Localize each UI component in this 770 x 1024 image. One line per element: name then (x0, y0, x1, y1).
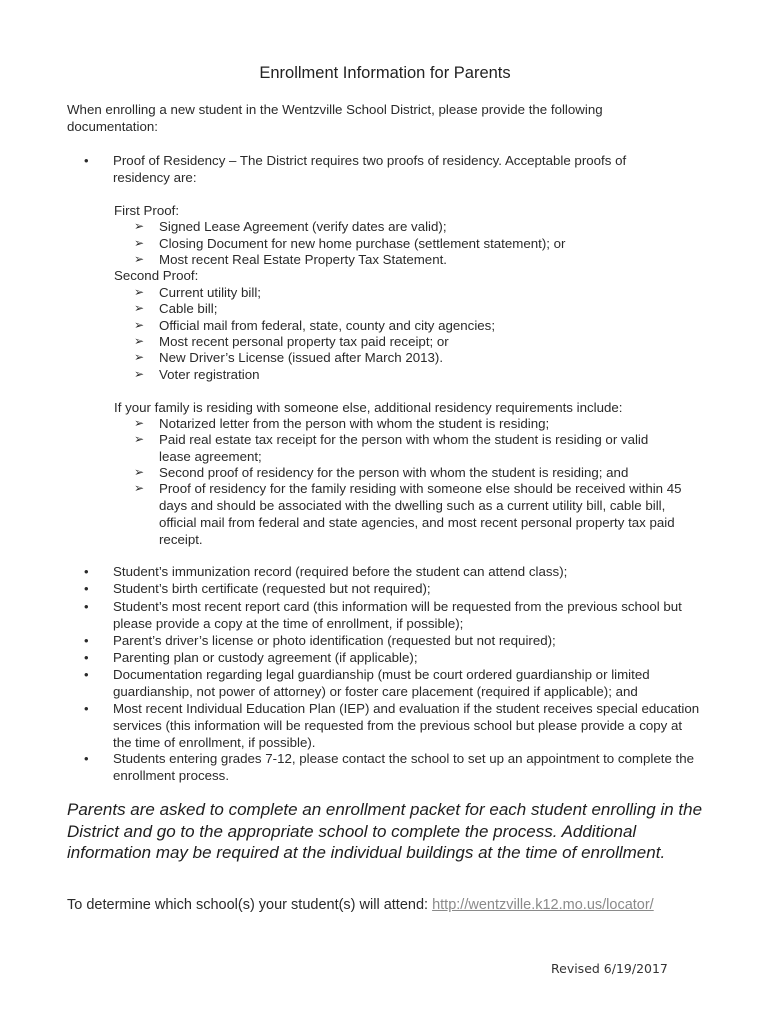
list-item: ➢ Official mail from federal, state, county and city agencies; (134, 318, 496, 333)
arrow-bullet-icon: ➢ (134, 334, 145, 348)
list-item: ➢ Most recent Real Estate Property Tax Statement. (134, 252, 447, 267)
bullet-icon: • (84, 701, 89, 716)
bullet-icon: • (84, 599, 89, 614)
arrow-bullet-icon: ➢ (134, 367, 145, 381)
list-item: ➢ Cable bill; (134, 301, 218, 316)
arrow-bullet-icon: ➢ (134, 252, 145, 266)
arrow-bullet-icon: ➢ (134, 465, 145, 479)
locator-label: To determine which school(s) your student(s) will attend: (67, 897, 433, 913)
intro-paragraph: When enrolling a new student in the Wentzville School District, please provide the following documentation: (67, 102, 603, 134)
bullet-icon: • (84, 153, 89, 168)
revised-date: Revised 6/19/2017 (551, 961, 668, 976)
bullet-icon: • (84, 564, 89, 579)
list-item: ➢ Proof of residency for the family residing with someone else should be received within 45 days and should be associated with the dwelling such as a current utility bill, cable bill, official mail from federal and state agencies, and most recent personal property tax paid receipt. (134, 481, 682, 547)
residency-lead: Proof of Residency – The District requires two proofs of residency. Acceptable proofs of residency are: (113, 153, 627, 185)
bullet-icon: • (84, 650, 89, 665)
arrow-bullet-icon: ➢ (134, 432, 145, 446)
arrow-bullet-icon: ➢ (134, 285, 145, 299)
first-proof-label: First Proof: (114, 203, 180, 218)
locator-line (67, 897, 654, 913)
arrow-bullet-icon: ➢ (134, 219, 145, 233)
bullet-icon: • (84, 633, 89, 648)
list-item: ➢ Signed Lease Agreement (verify dates are valid); (134, 219, 447, 234)
list-item: ➢ Current utility bill; (134, 285, 261, 300)
arrow-bullet-icon: ➢ (134, 236, 145, 250)
second-proof-label: Second Proof: (114, 268, 199, 283)
list-item: ➢ Most recent personal property tax paid receipt; or (134, 334, 449, 349)
list-item: ➢ Second proof of residency for the person with whom the student is residing; and (134, 465, 629, 480)
locator-link[interactable]: http://wentzville.k12.mo.us/locator/ (432, 897, 654, 913)
page-title: Enrollment Information for Parents (259, 64, 511, 82)
enrollment-notice: Parents are asked to complete an enrollment packet for each student enrolling in the District and go to the appropriate school to complete the process. Additional information may be required at the individual buildings at the time of enrollment. (67, 800, 703, 862)
arrow-bullet-icon: ➢ (134, 301, 145, 315)
arrow-bullet-icon: ➢ (134, 481, 145, 495)
arrow-bullet-icon: ➢ (134, 318, 145, 332)
bullet-icon: • (84, 667, 89, 682)
bullet-icon: • (84, 581, 89, 596)
list-item: ➢ Paid real estate tax receipt for the person with whom the student is residing or valid lease agreement; (134, 432, 649, 464)
other-residency-label: If your family is residing with someone else, additional residency requirements include: (114, 400, 623, 415)
list-item: ➢ New Driver’s License (issued after March 2013). (134, 350, 444, 365)
list-item: ➢ Notarized letter from the person with whom the student is residing; (134, 416, 550, 431)
document-page: Enrollment Information for Parents When enrolling a new student in the Wentzville School District, please provide the following documentation: • Proof of Residency – The District requires two proofs of residency. Acceptable proofs of residency are: First Proof: ➢ Signed Lease Agreement (verify dates are valid); ➢ Closing Document for new home purchase (settlement statement); or ➢ Most recent Real Estate Property Tax Statement. Second Proof: ➢ Current utility bill; ➢ Cable bill; ➢ Official mail from federal, state, county and city agencies; ➢ Most recent personal property tax paid receipt; or ➢ New Driver’s License (issued after March 2013). ➢ Voter registration If your family is residing with someone else, additional residency requirements include: ➢ Notarized letter from the person with whom the student is residing; ➢ Paid real estate tax receipt for the person with whom the student is residing or valid lease agreement; ➢ Second proof of residency for the person with whom the student is residing; and ➢ Proof of residency for the family residing with someone else should be received within 45 days and should be associated with the dwelling such as a current utility bill, cable bill, official mail from federal and state agencies, and most recent personal property tax paid receipt. • Student’s immunization record (required before the student can attend class); • Student’s birth certificate (requested but not required); • Student’s most recent report card (this information will be requested from the previous school but please provide a copy at the time of enrollment, if possible); • Parent’s driver’s license or photo identification (requested but not required); • Parenting plan or custody agreement (if applicable); • Documentation regarding legal guardianship (must be court ordered guardianship or limited guardianship, not power of attorney) or foster care placement (required if applicable); and • Most recent Individual Education Plan (IEP) and evaluation if the student receives special education services (this information will be requested from the previous school but please provide a copy at the time of enrollment, if possible). • Students entering grades 7-12, please contact the school to set up an appointment to complete the enrollment process. Parents are asked to complete an enrollment packet for each student enrolling in the District and go to the appropriate school to complete the process. Additional information may be required at the individual buildings at the time of enrollment. To determine which school(s) your student(s) will attend: http://wentzville.k12.mo.us/locator/ Revised 6/19/2017 (0, 0, 770, 1024)
list-item: ➢ Voter registration (134, 367, 260, 382)
bullet-icon: • (84, 751, 89, 766)
arrow-bullet-icon: ➢ (134, 416, 145, 430)
list-item: ➢ Closing Document for new home purchase (settlement statement); or (134, 236, 566, 251)
arrow-bullet-icon: ➢ (134, 350, 145, 364)
